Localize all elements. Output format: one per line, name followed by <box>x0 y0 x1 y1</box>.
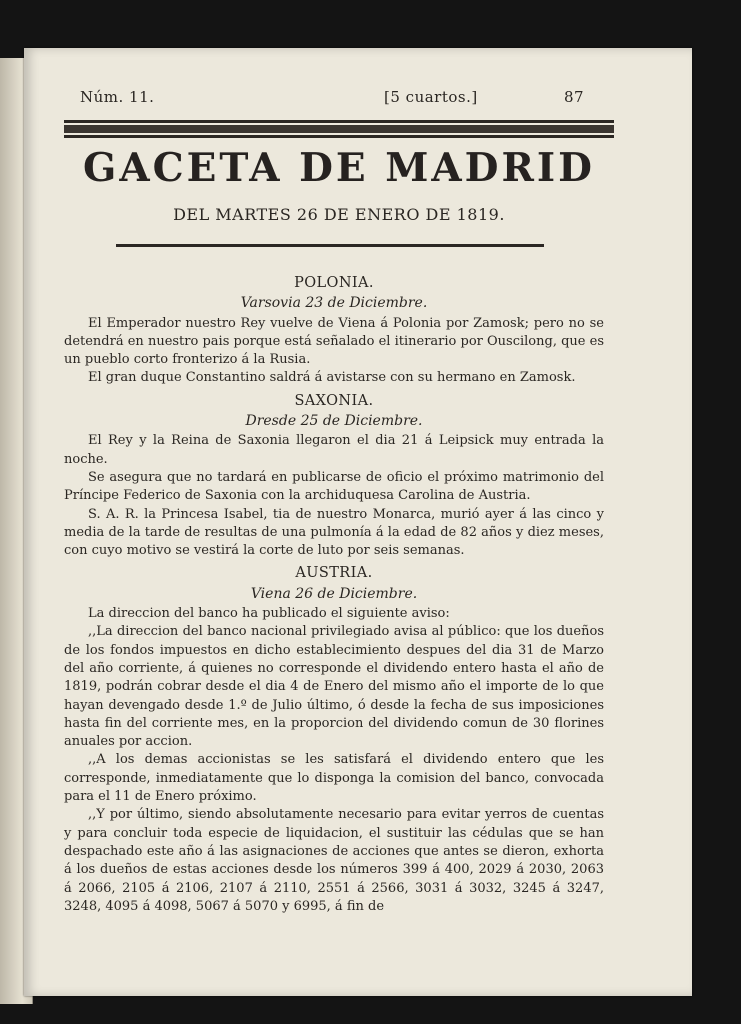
section-heading: AUSTRIA. <box>295 565 373 582</box>
page-number: 87 <box>564 88 585 106</box>
article-body <box>64 270 604 916</box>
issue-number: Núm. 11. <box>80 88 155 106</box>
issue-date: DEL MARTES 26 DE ENERO DE 1819. <box>173 205 505 224</box>
section-heading: SAXONIA. <box>294 392 374 409</box>
paragraph: ,,La direccion del banco nacional privilegiado avisa al público: que los dueños de los fondos impuestos en dicho establecimiento despues del dia 31 de Marzo del año corriente, á quienes no corresponde el dividendo entero hasta el año de 1819, podrán cobrar desde el dia 4 de Enero del mismo año el importe de lo que hayan devengado desde 1.º de Julio último, ó desde la fecha de sus imposiciones hasta fin del corriente mes, en la proporcion del dividendo comun de 30 florines anuales por accion. <box>64 624 604 750</box>
paragraph: S. A. R. la Princesa Isabel, tia de nuestro Monarca, murió ayer á las cinco y media de la tarde de resultas de una pulmonía á la edad de 82 años y diez meses, con cuyo motivo se vestirá la corte de luto por seis semanas. <box>64 506 604 559</box>
issue-price: [5 cuartos.] <box>384 88 478 106</box>
section-heading: POLONIA. <box>294 275 374 291</box>
paragraph: El gran duque Constantino saldrá á avistarse con su hermano en Zamosk. <box>88 370 576 386</box>
newspaper-page <box>24 48 692 996</box>
paragraph: ,,A los demas accionistas se les satisfará el dividendo entero que les corresponde, inmediatamente que lo disponga la comision del banco, convocada para el 11 de Enero próximo. <box>64 752 604 805</box>
masthead-rule <box>116 244 544 247</box>
paragraph: La direccion del banco ha publicado el siguiente aviso: <box>88 606 450 622</box>
masthead-title: GACETA DE MADRID <box>83 145 595 191</box>
section-dateline: Viena 26 de Diciembre. <box>250 585 418 602</box>
paragraph: ,,Y por último, siendo absolutamente necesario para evitar yerros de cuentas y para concluir toda especie de liquidacion, el sustituir las cédulas que se han despachado este año á las asignaciones de acciones que antes se dieron, exhorta á los dueños de estas acciones desde los números 399 á 400, 2029 á 2030, 2063 á 2066, 2105 á 2106, 2107 á 2110, 2551 á 2566, 3031 á 3032, 3245 á 3247, 3248, 4095 á 4098, 5067 á 5070 y 6995, á fin de <box>64 807 604 914</box>
header-double-rule <box>64 120 614 138</box>
section-dateline: Varsovia 23 de Diciembre. <box>240 295 428 312</box>
paragraph: El Emperador nuestro Rey vuelve de Viena á Polonia por Zamosk; pero no se detendrá en nuestro pais porque está señalado el itinerario por Ouscilong, que es un pueblo corto fronterizo á la Rusia. <box>64 315 604 368</box>
paragraph: El Rey y la Reina de Saxonia llegaron el dia 21 á Leipsick muy entrada la noche. <box>64 433 604 467</box>
section-dateline: Dresde 25 de Diciembre. <box>245 413 423 430</box>
paragraph: Se asegura que no tardará en publicarse de oficio el próximo matrimonio del Príncipe Federico de Saxonia con la archiduquesa Carolina de Austria. <box>64 469 604 504</box>
